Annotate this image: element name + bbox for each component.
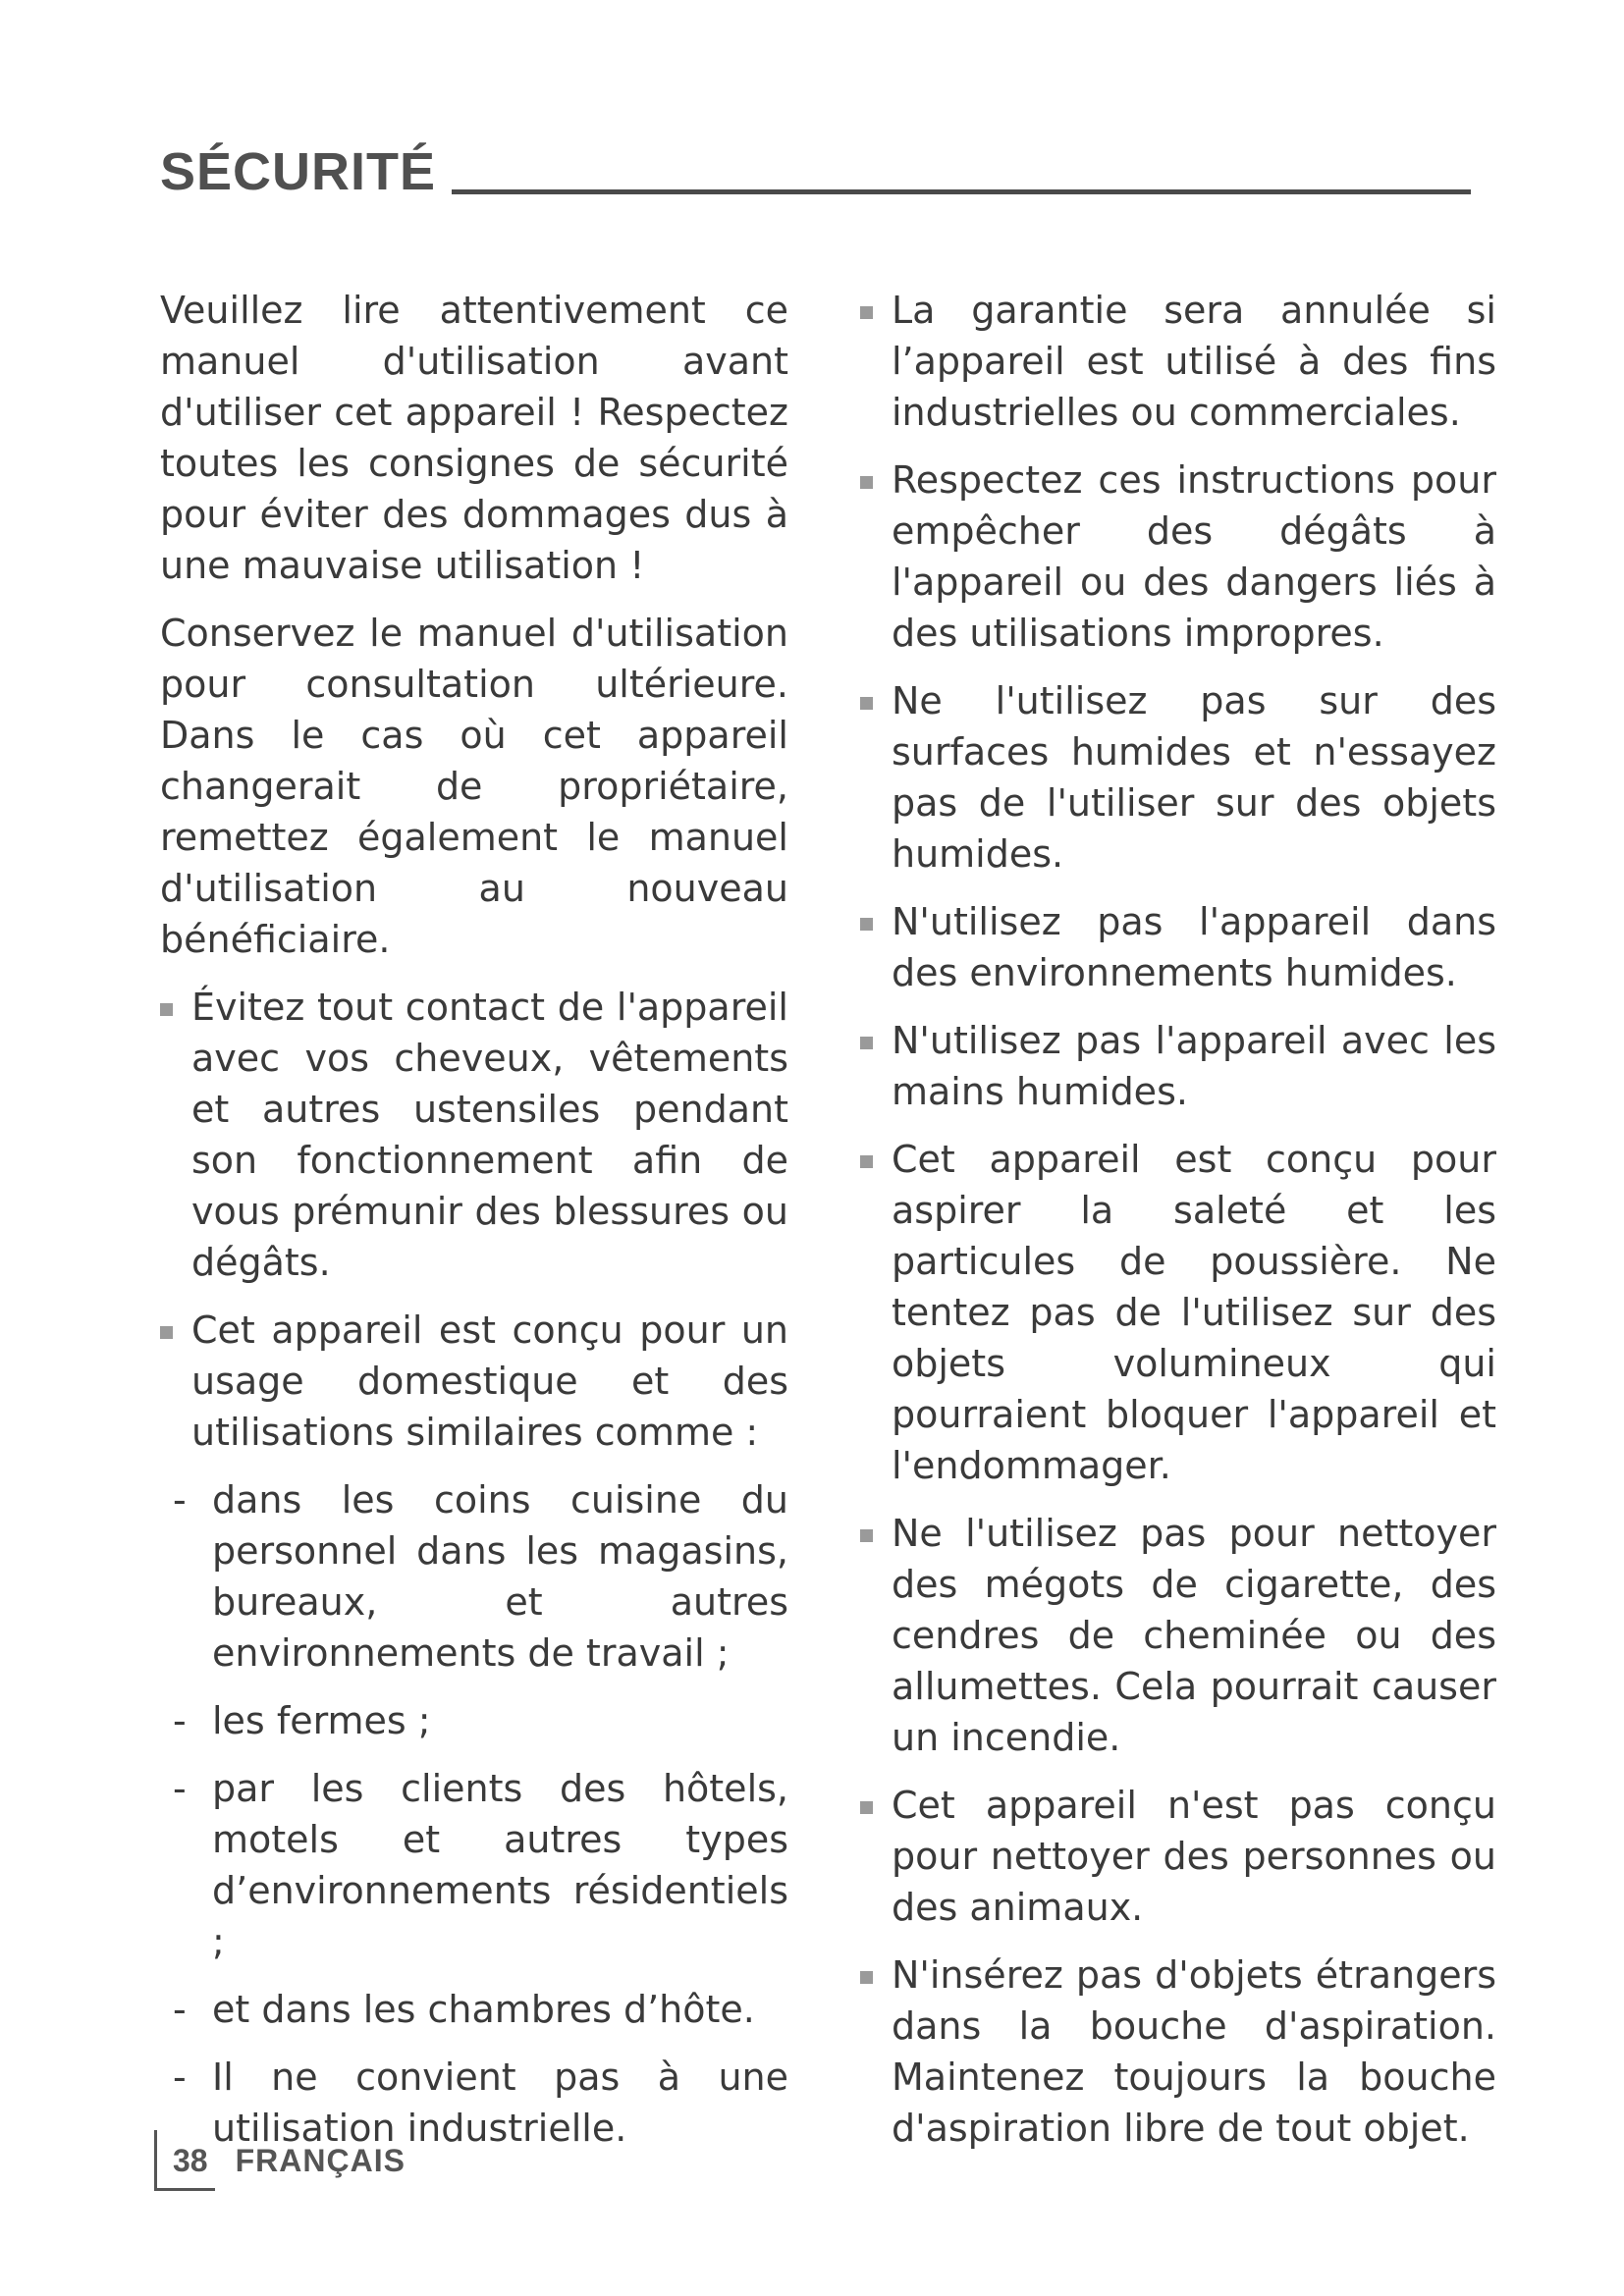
dash-marker: - — [173, 1767, 187, 1810]
dash-text: par les clients des hôtels, motels et autres types d’environnements résidentiels ; — [212, 1767, 788, 1963]
bullet-square-icon — [860, 697, 873, 710]
dash-item — [168, 1763, 788, 1967]
bullet-item — [860, 896, 1496, 998]
bullet-text: Cet appareil est conçu pour un usage domestique et des utilisations similaires comme : — [191, 1308, 788, 1454]
bullet-square-icon — [860, 918, 873, 931]
bullet-square-icon — [860, 306, 873, 319]
dash-marker: - — [173, 2056, 187, 2099]
bullet-text: Cet appareil n'est pas conçu pour nettoyer des personnes ou des animaux. — [892, 1784, 1496, 1929]
dash-marker: - — [173, 1988, 187, 2031]
intro-paragraph: Veuillez lire attentivement ce manuel d'utilisation avant d'utiliser cet appareil ! Respectez toutes les consignes de sécurité pour éviter des dommages dus à une mauvaise utilisation ! — [160, 289, 788, 587]
dash-text: les fermes ; — [212, 1699, 431, 1742]
bullet-text: N'utilisez pas l'appareil avec les mains humides. — [892, 1019, 1496, 1113]
footer-corner-bracket — [154, 2130, 157, 2191]
bullet-square-icon — [860, 476, 873, 489]
dash-marker: - — [173, 1478, 187, 1522]
page-header — [160, 142, 1471, 201]
dash-text: et dans les chambres d’hôte. — [212, 1988, 755, 2031]
left-column — [160, 285, 788, 2170]
footer-language: FRANÇAIS — [235, 2142, 406, 2178]
bullet-text: Évitez tout contact de l'appareil avec vos cheveux, vêtements et autres ustensiles pendant son fonctionnement afin de vous prémunir des blessures ou dégâts. — [191, 986, 788, 1284]
bullet-text: Ne l'utilisez pas sur des surfaces humides et n'essayez pas de l'utiliser sur des objets humides. — [892, 679, 1496, 876]
bullet-item — [860, 1134, 1496, 1491]
right-column — [860, 285, 1496, 2170]
bullet-text: N'insérez pas d'objets étrangers dans la bouche d'aspiration. Maintenez toujours la bouche d'aspiration libre de tout objet. — [892, 1953, 1496, 2150]
dash-item — [168, 1984, 788, 2035]
page-number: 38 — [173, 2142, 208, 2178]
bullet-text: Respectez ces instructions pour empêcher des dégâts à l'appareil ou des dangers liés à des utilisations impropres. — [892, 458, 1496, 655]
bullet-square-icon — [860, 1801, 873, 1814]
bullet-item — [860, 285, 1496, 438]
bullet-item — [860, 1015, 1496, 1117]
bullet-text: N'utilisez pas l'appareil dans des environnements humides. — [892, 900, 1496, 994]
bullet-square-icon — [860, 1037, 873, 1049]
bullet-item — [160, 1305, 788, 1458]
bullet-item — [160, 982, 788, 1288]
page-title: SÉCURITÉ — [160, 142, 437, 201]
dash-marker: - — [173, 1699, 187, 1742]
bullet-square-icon — [860, 1971, 873, 1984]
bullet-square-icon — [160, 1326, 173, 1339]
bullet-item — [860, 454, 1496, 659]
keep-manual-paragraph: Conservez le manuel d'utilisation pour consultation ultérieure. Dans le cas où cet appareil changerait de propriétaire, remettez également le manuel d'utilisation au nouveau bénéficiaire. — [160, 612, 788, 961]
bullet-square-icon — [860, 1529, 873, 1542]
page-footer — [154, 2130, 406, 2191]
dash-text: Il ne convient pas à une utilisation industrielle. — [212, 2056, 788, 2150]
dash-item — [168, 1695, 788, 1746]
bullet-square-icon — [860, 1155, 873, 1168]
bullet-item — [860, 675, 1496, 880]
dash-text: dans les coins cuisine du personnel dans les magasins, bureaux, et autres environnements de travail ; — [212, 1478, 788, 1675]
bullet-item — [860, 1949, 1496, 2154]
bullet-square-icon — [160, 1003, 173, 1016]
bullet-text: La garantie sera annulée si l’appareil est utilisé à des fins industrielles ou commerciales. — [892, 289, 1496, 434]
bullet-text: Cet appareil est conçu pour aspirer la saleté et les particules de poussière. Ne tentez pas de l'utilisez sur des objets volumineux qui pourraient bloquer l'appareil et l'endommager. — [892, 1138, 1496, 1487]
bullet-item — [860, 1780, 1496, 1933]
dash-item — [168, 1474, 788, 1679]
bullet-text: Ne l'utilisez pas pour nettoyer des mégots de cigarette, des cendres de cheminée ou des allumettes. Cela pourrait causer un incendie. — [892, 1512, 1496, 1759]
bullet-item — [860, 1508, 1496, 1763]
title-rule — [452, 189, 1471, 194]
